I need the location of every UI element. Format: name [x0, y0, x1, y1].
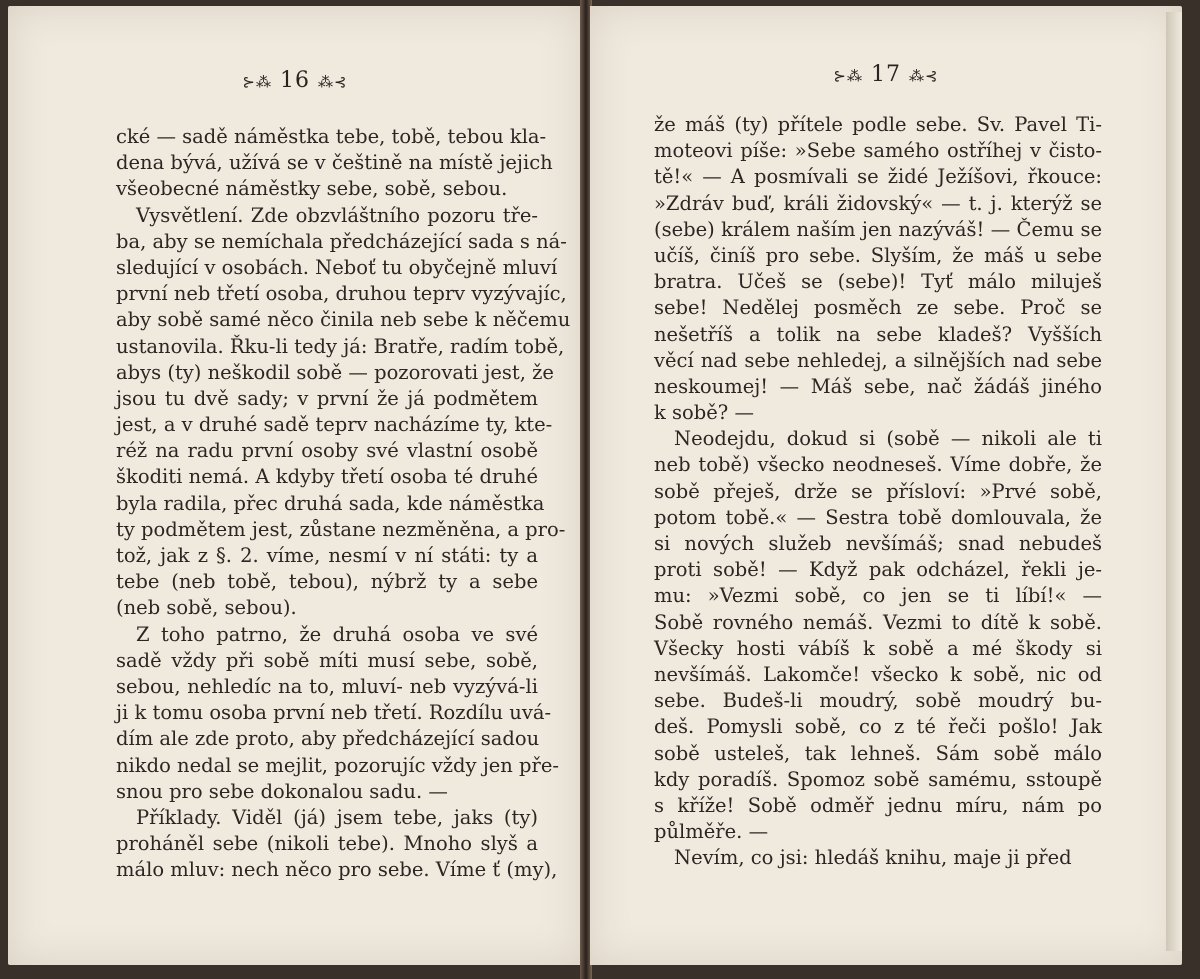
text-line: si nových služeb nevšímáš; snad nebudeš	[654, 532, 1102, 555]
text-line: sebe! Nedělej posměch ze sebe. Proč se	[654, 296, 1102, 320]
text-line: půlměře. —	[654, 820, 769, 844]
text-line: věcí nad sebe nehledej, a silnějších nad sebe	[654, 348, 1102, 372]
text-line: škoditi nemá. A kdyby třetí osoba té druhé	[116, 465, 538, 489]
text-line: první neb třetí osoba, druhou teprv vyzývajíc,	[116, 282, 567, 306]
text-line: dím ale zde proto, aby předcházející sadou	[116, 727, 540, 751]
text-line: cké — sadě náměstka tebe, tobě, tebou kla-	[116, 125, 547, 148]
text-line: učíš, činíš pro sebe. Slyším, že máš u sebe	[654, 243, 1102, 267]
text-line: Nevím, co jsi: hledáš knihu, maje ji před	[674, 846, 1072, 870]
text-line: jest, a v druhé sadě teprv nacházíme ty, kte-	[116, 413, 553, 437]
text-line: nikdo nedal se mejlit, pozorujíc vždy jen pře-	[116, 753, 559, 777]
text-line: byla radila, přec druhá sada, kde náměstka	[116, 491, 545, 515]
ornament-left-icon: ⊱⁂	[833, 67, 863, 85]
text-line: sobě usteleš, tak lehneš. Sám sobě málo	[654, 741, 1102, 765]
left-page-header	[8, 68, 582, 93]
text-line: bratra. Učeš se (sebe)! Tyť málo miluješ	[654, 270, 1102, 294]
text-line: tož, jak z §. 2. víme, nesmí v ní státi: ty a	[116, 544, 538, 567]
text-line: proti sobě! — Když pak odcházel, řekli je-	[654, 558, 1102, 582]
text-line: abys (ty) neškodil sobě — pozorovati jest, že	[116, 360, 554, 384]
text-line: Vysvětlení. Zde obzvláštního pozoru tře-	[136, 203, 538, 227]
left-page	[8, 6, 582, 965]
page-number: 16	[280, 68, 310, 93]
text-line: sledující v osobách. Neboť tu obyčejně mluví	[116, 255, 558, 279]
text-line: snou pro sebe dokonalou sadu. —	[116, 779, 448, 803]
text-line: deš. Pomysli sobě, co z té řeči pošlo! Jak	[654, 715, 1102, 739]
text-line: všeobecné náměstky sebe, sobě, sebou.	[116, 177, 508, 201]
right-page	[590, 6, 1182, 965]
text-line: ba, aby se nemíchala předcházející sada s ná-	[116, 229, 567, 253]
text-line: jsou tu dvě sady; v první že já podmětem	[116, 386, 538, 410]
text-line: Všecky hosti vábíš k sobě a mé škody si	[654, 636, 1102, 660]
text-line: aby sobě samé něco činila neb sebe k něčemu	[116, 308, 571, 332]
text-line: (sebe) králem naším jen nazýváš! — Čemu se	[654, 217, 1102, 241]
text-line: réž na radu první osoby své vlastní osobě	[116, 439, 538, 463]
text-line: s kříže! Sobě odměř jednu míru, nám po	[654, 793, 1102, 817]
text-line: neskoumej! — Máš sebe, nač žádáš jiného	[654, 374, 1102, 398]
text-line: tě!« — A posmívali se židé Ježíšovi, řkouce:	[654, 165, 1102, 189]
text-line: sobě přeješ, drže se přísloví: »Prvé sobě,	[654, 479, 1102, 503]
text-line: k sobě? —	[654, 401, 754, 425]
text-line: moteovi píše: »Sebe samého ostříhej v čisto-	[654, 139, 1102, 163]
text-line: Z toho patrno, že druhá osoba ve své	[136, 622, 538, 646]
ornament-left-icon: ⊱⁂	[242, 73, 272, 91]
text-line: Neodejdu, dokud si (sobě — nikoli ale ti	[674, 427, 1102, 451]
page-number: 17	[871, 62, 901, 87]
text-line: sebe. Budeš-li moudrý, sobě moudrý bu-	[654, 689, 1102, 713]
text-line: neb tobě) všecko neodneseš. Víme dobře, že	[654, 453, 1102, 477]
left-page-text	[116, 124, 571, 883]
right-page-header	[590, 62, 1182, 87]
text-line: Příklady. Viděl (já) jsem tebe, jaks (ty)	[136, 805, 538, 829]
text-line: nevšímáš. Lakomče! všecko k sobě, nic od	[654, 662, 1102, 686]
text-line: ji k tomu osoba první neb třetí. Rozdílu uvá-	[116, 701, 552, 725]
text-line: (neb sobě, sebou).	[116, 596, 297, 620]
text-line: proháněl sebe (nikoli tebe). Mnoho slyš a	[116, 832, 538, 856]
text-line: tebe (neb tobě, tebou), nýbrž ty a sebe	[116, 570, 538, 594]
text-line: potom tobě.« — Sestra tobě domlouvala, že	[654, 505, 1102, 529]
right-page-text	[654, 112, 1102, 871]
page-edge	[1166, 12, 1182, 951]
text-line: sadě vždy při sobě míti musí sebe, sobě,	[116, 648, 538, 672]
ornament-right-icon: ⁂⊰	[909, 67, 939, 85]
text-line: »Zdráv buď, králi židovský« — t. j. kterýž se	[654, 191, 1102, 215]
text-line: ustanovila. Řku-li tedy já: Bratře, radím tobě,	[116, 334, 565, 358]
text-line: mu: »Vezmi sobě, co jen se ti líbí!« —	[654, 584, 1102, 608]
text-line: málo mluv: nech něco pro sebe. Víme ť (my),	[116, 858, 558, 882]
ornament-right-icon: ⁂⊰	[318, 73, 348, 91]
text-line: dena bývá, užívá se v češtině na místě jejich	[116, 151, 553, 175]
text-line: že máš (ty) přítele podle sebe. Sv. Pavel Ti-	[654, 113, 1102, 136]
text-line: kdy poradíš. Spomoz sobě samému, sstoupě	[654, 767, 1102, 791]
text-line: nešetříš a tolik na sebe kladeš? Vyšších	[654, 322, 1102, 346]
text-line: sebou, nehledíc na to, mluví- neb vyzývá-li	[116, 674, 538, 698]
text-line: ty podmětem jest, zůstane nezměněna, a pro-	[116, 517, 566, 541]
text-line: Sobě rovného nemáš. Vezmi to dítě k sobě.	[654, 610, 1102, 634]
